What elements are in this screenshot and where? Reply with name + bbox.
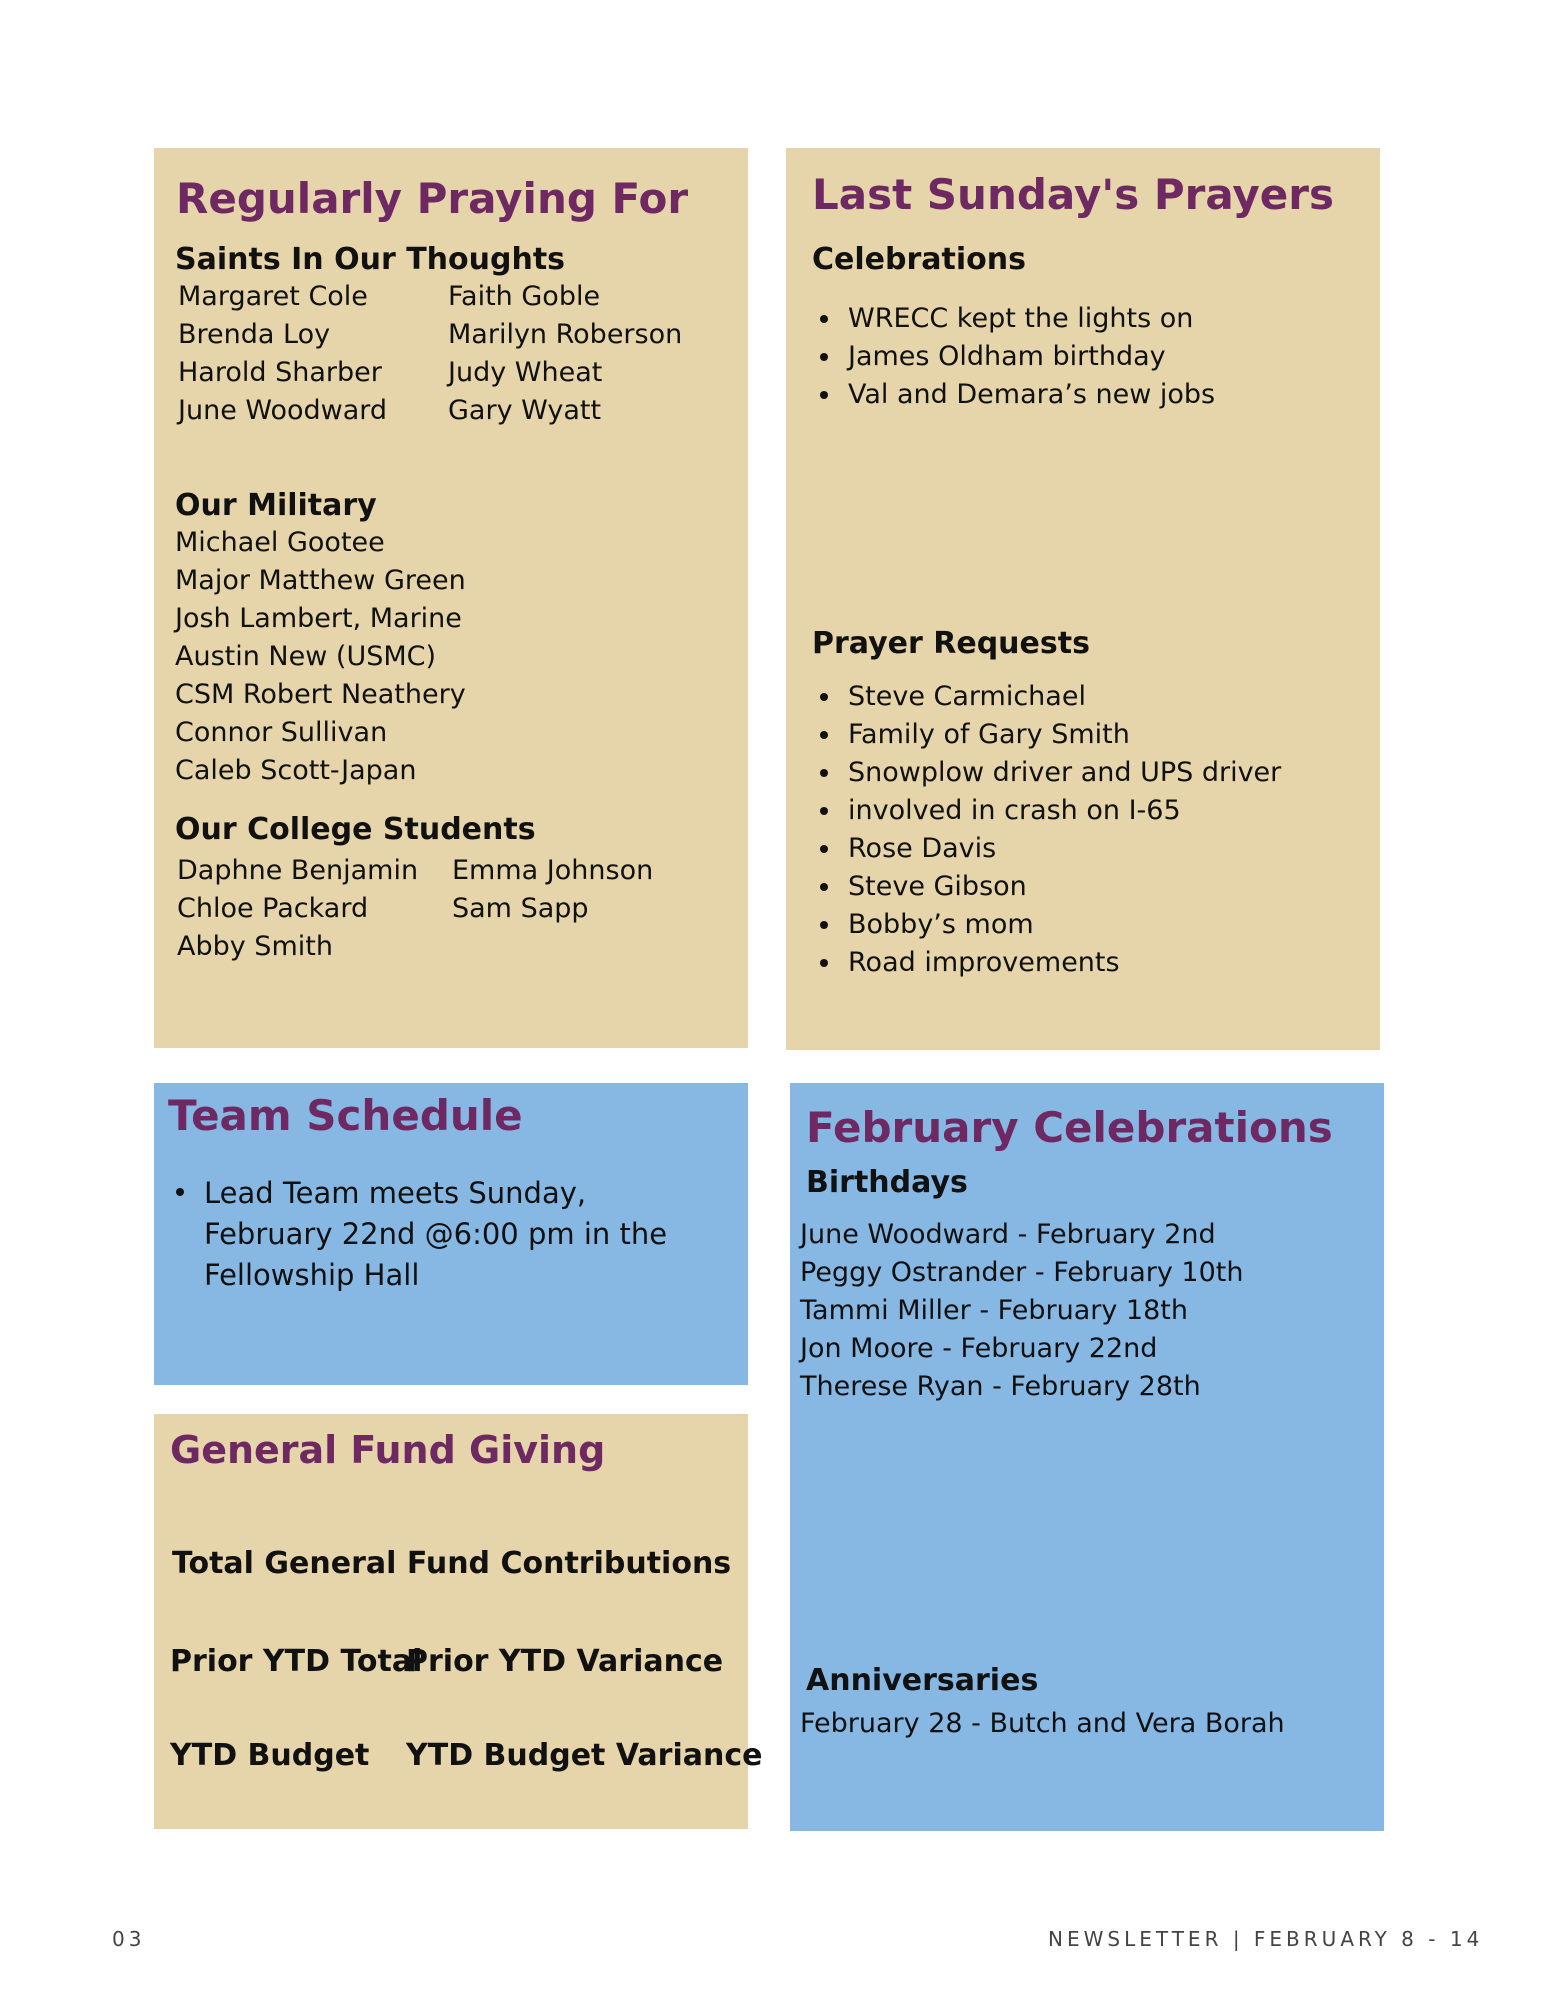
feb-panel — [790, 1083, 1384, 1831]
feb-title: February Celebrations — [806, 1103, 1333, 1152]
list-item: Margaret Cole — [178, 281, 368, 312]
list-item: Steve Carmichael — [812, 678, 1281, 716]
military-list — [175, 524, 466, 790]
prior-ytd-variance-label: Prior YTD Variance — [406, 1644, 724, 1679]
fund-title: General Fund Giving — [170, 1428, 606, 1472]
military-heading: Our Military — [175, 488, 377, 523]
list-item: Brenda Loy — [178, 319, 331, 350]
list-item: Sam Sapp — [452, 893, 589, 924]
fund-total-label: Total General Fund Contributions — [172, 1546, 732, 1581]
list-item: James Oldham birthday — [812, 338, 1215, 376]
list-item: Therese Ryan - February 28th — [800, 1371, 1201, 1402]
requests-heading: Prayer Requests — [812, 626, 1090, 661]
saints-col1 — [178, 278, 387, 430]
anniversaries-list — [800, 1705, 1285, 1743]
team-title: Team Schedule — [168, 1091, 523, 1140]
anniversaries-heading: Anniversaries — [806, 1663, 1039, 1698]
list-item: Chloe Packard — [177, 893, 369, 924]
team-line-2: February 22nd @6:00 pm in the — [204, 1217, 668, 1251]
list-item: Bobby’s mom — [812, 906, 1281, 944]
celebrations-list — [812, 300, 1215, 414]
list-item — [168, 1173, 667, 1296]
saints-col2 — [448, 278, 682, 430]
list-item: Snowplow driver and UPS driver — [812, 754, 1281, 792]
list-item: Marilyn Roberson — [448, 319, 683, 350]
list-item: Daphne Benjamin — [177, 855, 419, 886]
list-item: Emma Johnson — [452, 855, 654, 886]
birthdays-list — [800, 1216, 1243, 1406]
list-item-continuation — [812, 792, 1281, 830]
footer-label: NEWSLETTER | FEBRUARY 8 - 14 — [1048, 1927, 1484, 1951]
list-item: Steve Gibson — [812, 868, 1281, 906]
page-number: 03 — [112, 1927, 146, 1951]
list-item: Harold Sharber — [178, 357, 382, 388]
team-line-1: Lead Team meets Sunday, — [204, 1176, 587, 1210]
list-item: Josh Lambert, Marine — [175, 603, 462, 634]
last-sunday-panel — [786, 148, 1380, 1050]
list-item: Faith Goble — [448, 281, 601, 312]
college-col2 — [452, 852, 653, 928]
list-item-continuation-text: involved in crash on I-65 — [848, 795, 1181, 826]
team-list — [168, 1173, 667, 1296]
team-panel — [154, 1083, 748, 1385]
celebrations-heading: Celebrations — [812, 242, 1026, 277]
list-item: Rose Davis — [812, 830, 1281, 868]
last-sunday-title: Last Sunday's Prayers — [812, 170, 1334, 219]
list-item: February 28 - Butch and Vera Borah — [800, 1708, 1285, 1739]
list-item: Judy Wheat — [448, 357, 603, 388]
list-item: Michael Gootee — [175, 527, 385, 558]
list-item: Connor Sullivan — [175, 717, 388, 748]
list-item: Major Matthew Green — [175, 565, 466, 596]
ytd-budget-label: YTD Budget — [170, 1738, 370, 1773]
list-item: WRECC kept the lights on — [812, 300, 1215, 338]
praying-panel — [154, 148, 748, 1048]
list-item: June Woodward — [178, 395, 388, 426]
college-heading: Our College Students — [175, 812, 536, 847]
list-item: Abby Smith — [177, 931, 333, 962]
list-item: Caleb Scott-Japan — [175, 755, 417, 786]
list-item: June Woodward - February 2nd — [800, 1219, 1216, 1250]
list-item: Road improvements — [812, 944, 1281, 982]
ytd-budget-variance-label: YTD Budget Variance — [406, 1738, 763, 1773]
list-item: Peggy Ostrander - February 10th — [800, 1257, 1244, 1288]
list-item: Family of Gary Smith — [812, 716, 1281, 754]
list-item: Jon Moore - February 22nd — [800, 1333, 1158, 1364]
college-col1 — [177, 852, 418, 966]
team-line-3: Fellowship Hall — [204, 1258, 420, 1292]
saints-heading: Saints In Our Thoughts — [175, 242, 566, 277]
praying-title: Regularly Praying For — [176, 174, 689, 223]
list-item: Austin New (USMC) — [175, 641, 437, 672]
list-item: Gary Wyatt — [448, 395, 602, 426]
prior-ytd-total-label: Prior YTD Total — [170, 1644, 423, 1679]
list-item: Val and Demara’s new jobs — [812, 376, 1215, 414]
list-item: Tammi Miller - February 18th — [800, 1295, 1188, 1326]
birthdays-heading: Birthdays — [806, 1165, 968, 1200]
list-item: CSM Robert Neathery — [175, 679, 466, 710]
requests-list — [812, 678, 1281, 982]
fund-panel — [154, 1414, 763, 1829]
